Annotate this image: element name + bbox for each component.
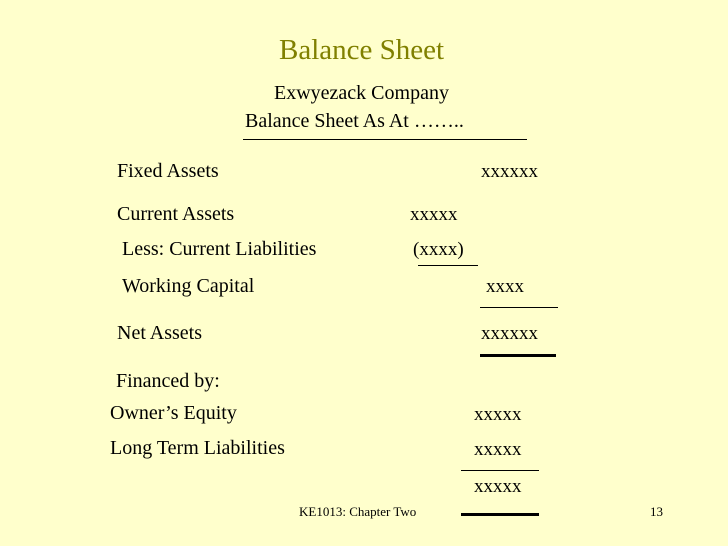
long-term-liabilities-value: xxxxx [474,439,522,460]
current-liabilities-underline [418,265,478,266]
footer-page-number: 13 [650,504,663,519]
financed-total-value: xxxxx [474,476,522,497]
owners-equity-value: xxxxx [474,404,522,425]
statement-heading: Balance Sheet As At …….. [245,110,464,132]
long-term-liabilities-label: Long Term Liabilities [110,437,285,459]
footer-course: KE1013: Chapter Two [299,504,417,519]
heading-underline [243,139,527,140]
net-assets-label: Net Assets [117,322,202,344]
working-capital-label: Working Capital [122,275,255,297]
company-name: Exwyezack Company [274,82,449,104]
financed-by-label: Financed by: [116,370,220,392]
financed-total-double-underline [461,513,539,516]
current-liabilities-label: Less: Current Liabilities [122,238,317,260]
current-liabilities-value: (xxxx) [413,239,464,260]
fixed-assets-label: Fixed Assets [117,160,219,182]
fixed-assets-value: xxxxxx [481,161,538,182]
long-term-liabilities-underline [461,470,539,471]
current-assets-value: xxxxx [410,204,458,225]
working-capital-underline [480,307,558,308]
owners-equity-label: Owner’s Equity [110,402,237,424]
net-assets-value: xxxxxx [481,323,538,344]
slide-title: Balance Sheet [279,34,445,66]
working-capital-value: xxxx [486,276,524,297]
net-assets-double-underline [480,354,556,357]
current-assets-label: Current Assets [117,203,235,225]
